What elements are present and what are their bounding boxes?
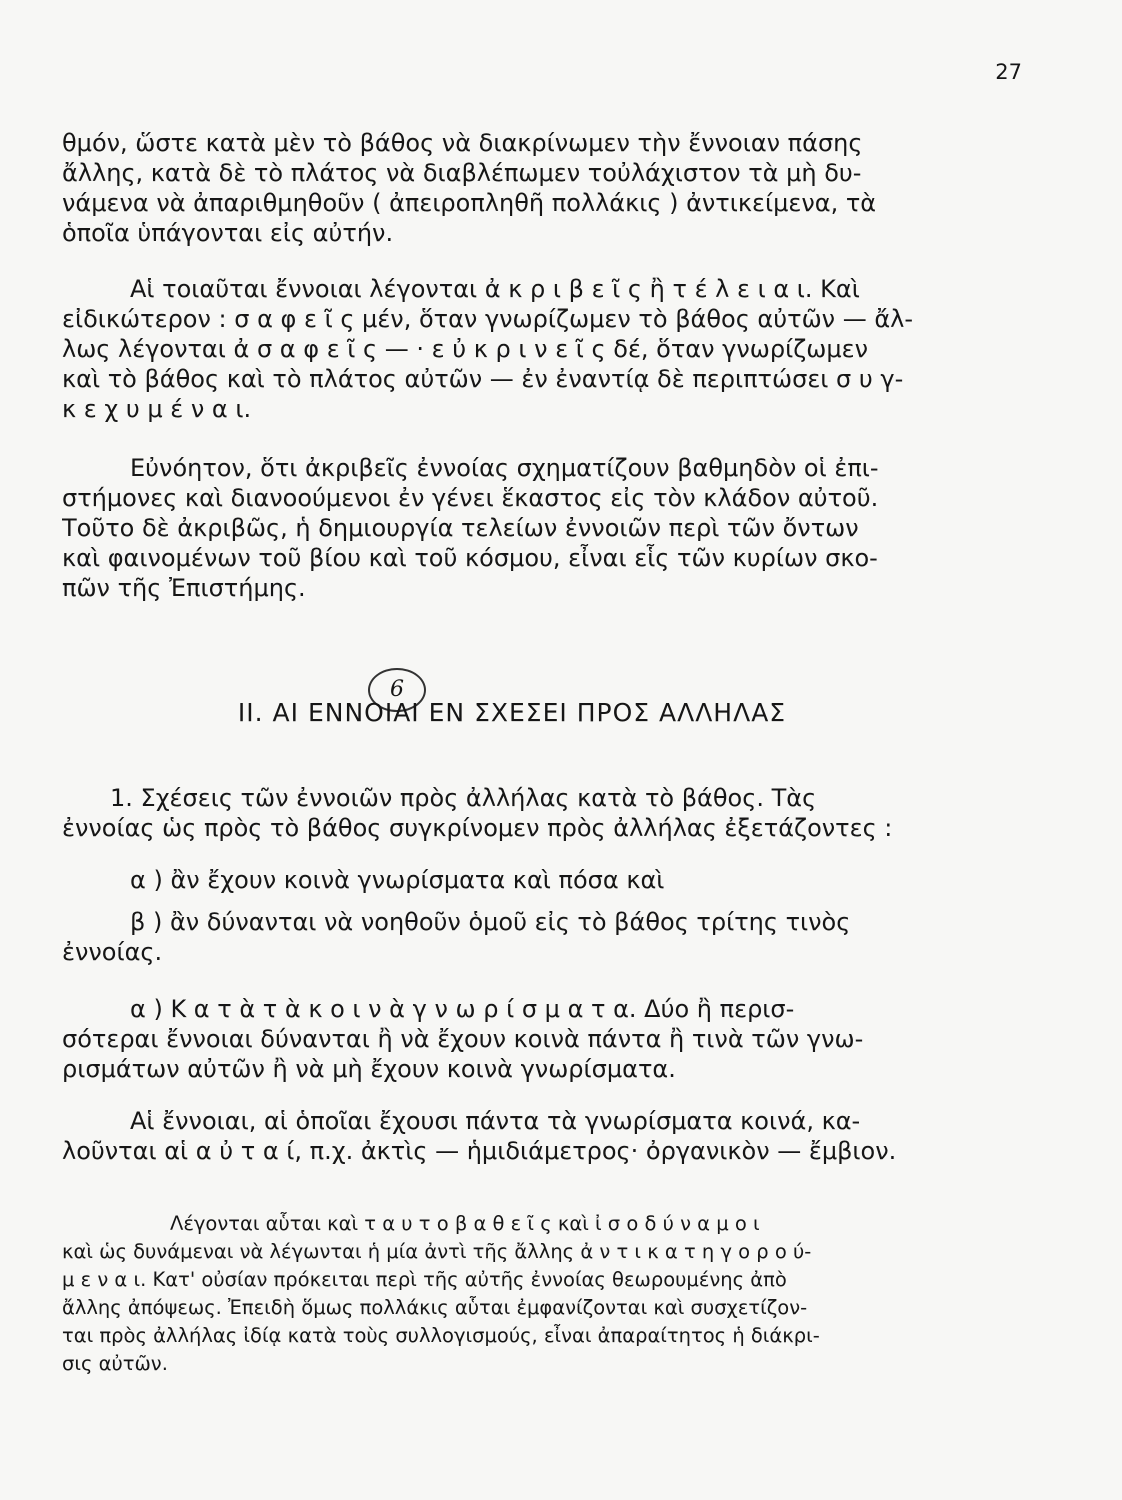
paragraph-5 — [62, 994, 962, 1084]
text-line: λως λέγονται ἀ σ α φ ε ῖ ς — · ε ὐ κ ρ ι ν ε ῖ ς δέ, ὅταν γνωρίζωμεν — [62, 335, 869, 363]
list-item-b — [62, 907, 962, 967]
text-line: λοῦνται αἱ α ὐ τ α ί, π.χ. ἀκτὶς — ἡμιδιάμετρος· ὀργανικὸν — ἔμβιον. — [62, 1137, 897, 1165]
section-heading: ΙΙ. ΑΙ ΕΝΝΟΙΑΙ ΕΝ ΣΧΕΣΕΙ ΠΡΟΣ ΑΛΛΗΛΑΣ — [237, 698, 787, 727]
text-line: ἄλλης, κατὰ δὲ τὸ πλάτος νὰ διαβλέπωμεν τοὐλάχιστον τὰ μὴ δυ- — [62, 159, 862, 187]
text-line: καὶ φαινομένων τοῦ βίου καὶ τοῦ κόσμου, εἶναι εἷς τῶν κυρίων σκο- — [62, 544, 878, 572]
list-item-a — [62, 865, 962, 895]
footnote — [62, 1210, 962, 1378]
text-line: ἐννοίας ὡς πρὸς τὸ βάθος συγκρίνομεν πρὸς ἀλλήλας ἐξετάζοντες : — [62, 814, 893, 842]
text-line: ρισμάτων αὐτῶν ἢ νὰ μὴ ἔχουν κοινὰ γνωρίσματα. — [62, 1055, 676, 1083]
text-line: ἐννοίας. — [62, 938, 163, 966]
text-line: Τοῦτο δὲ ἀκριβῶς, ἡ δημιουργία τελείων ἐννοιῶν περὶ τῶν ὄντων — [62, 514, 859, 542]
text-line: ται πρὸς ἀλλήλας ἰδίᾳ κατὰ τοὺς συλλογισμούς, εἶναι ἀπαραίτητος ἡ διάκρι- — [62, 1324, 820, 1347]
paragraph-2 — [62, 274, 962, 424]
text-line: κ ε χ υ μ έ ν α ι. — [62, 395, 252, 423]
text-line: β ) ἂν δύνανται νὰ νοηθοῦν ὁμοῦ εἰς τὸ βάθος τρίτης τινὸς — [130, 908, 851, 936]
text-line: α ) Κ α τ ὰ τ ὰ κ ο ι ν ὰ γ ν ω ρ ί σ μ α τ α. Δύο ἢ περισ- — [130, 995, 795, 1023]
text-line: α ) ἂν ἔχουν κοινὰ γνωρίσματα καὶ πόσα καὶ — [130, 866, 665, 894]
paragraph-6 — [62, 1106, 962, 1166]
text-line: σις αὐτῶν. — [62, 1352, 168, 1375]
text-line: καὶ ὡς δυνάμεναι νὰ λέγωνται ἡ μία ἀντὶ τῆς ἄλλης ἀ ν τ ι κ α τ η γ ο ρ ο ύ- — [62, 1240, 812, 1263]
page-number: 27 — [995, 60, 1022, 84]
text-line: Εὐνόητον, ὅτι ἀκριβεῖς ἐννοίας σχηματίζουν βαθμηδὸν οἱ ἐπι- — [130, 454, 879, 482]
text-line: ὁποῖα ὑπάγονται εἰς αὐτήν. — [62, 219, 394, 247]
handwritten-circle-mark: 6 — [368, 668, 426, 712]
text-line: Αἱ τοιαῦται ἔννοιαι λέγονται ἀ κ ρ ι β ε ῖ ς ἢ τ έ λ ε ι α ι. Καὶ — [130, 275, 860, 303]
text-line: ἄλλης ἀπόψεως. Ἐπειδὴ ὅμως πολλάκις αὗται ἐμφανίζονται καὶ συσχετίζον- — [62, 1296, 808, 1319]
paragraph-3 — [62, 453, 962, 603]
paragraph-1 — [62, 128, 962, 248]
text-line: πῶν τῆς Ἐπιστήμης. — [62, 574, 306, 602]
text-line: νάμενα νὰ ἀπαριθμηθοῦν ( ἀπειροπληθῆ πολλάκις ) ἀντικείμενα, τὰ — [62, 189, 877, 217]
text-line: εἰδικώτερον : σ α φ ε ῖ ς μέν, ὅταν γνωρίζωμεν τὸ βάθος αὐτῶν — ἄλ- — [62, 305, 914, 333]
text-line: 1. Σχέσεις τῶν ἐννοιῶν πρὸς ἀλλήλας κατὰ τὸ βάθος. Τὰς — [110, 784, 817, 812]
text-line: θμόν, ὥστε κατὰ μὲν τὸ βάθος νὰ διακρίνωμεν τὴν ἔννοιαν πάσης — [62, 129, 863, 157]
paragraph-4 — [62, 783, 962, 843]
text-line: καὶ τὸ βάθος καὶ τὸ πλάτος αὐτῶν — ἐν ἐναντίᾳ δὲ περιπτώσει σ υ γ- — [62, 365, 904, 393]
text-line: μ ε ν α ι. Κατ' οὐσίαν πρόκειται περὶ τῆς αὐτῆς ἐννοίας θεωρουμένης ἀπὸ — [62, 1268, 787, 1291]
text-line: Λέγονται αὗται καὶ τ α υ τ ο β α θ ε ῖ ς καὶ ἰ σ ο δ ύ ν α μ ο ι — [170, 1212, 760, 1235]
text-line: Αἱ ἔννοιαι, αἱ ὁποῖαι ἔχουσι πάντα τὰ γνωρίσματα κοινά, κα- — [130, 1107, 861, 1135]
text-line: σότεραι ἔννοιαι δύνανται ἢ νὰ ἔχουν κοινὰ πάντα ἢ τινὰ τῶν γνω- — [62, 1025, 864, 1053]
text-line: στήμονες καὶ διανοούμενοι ἐν γένει ἕκαστος εἰς τὸν κλάδον αὐτοῦ. — [62, 484, 879, 512]
